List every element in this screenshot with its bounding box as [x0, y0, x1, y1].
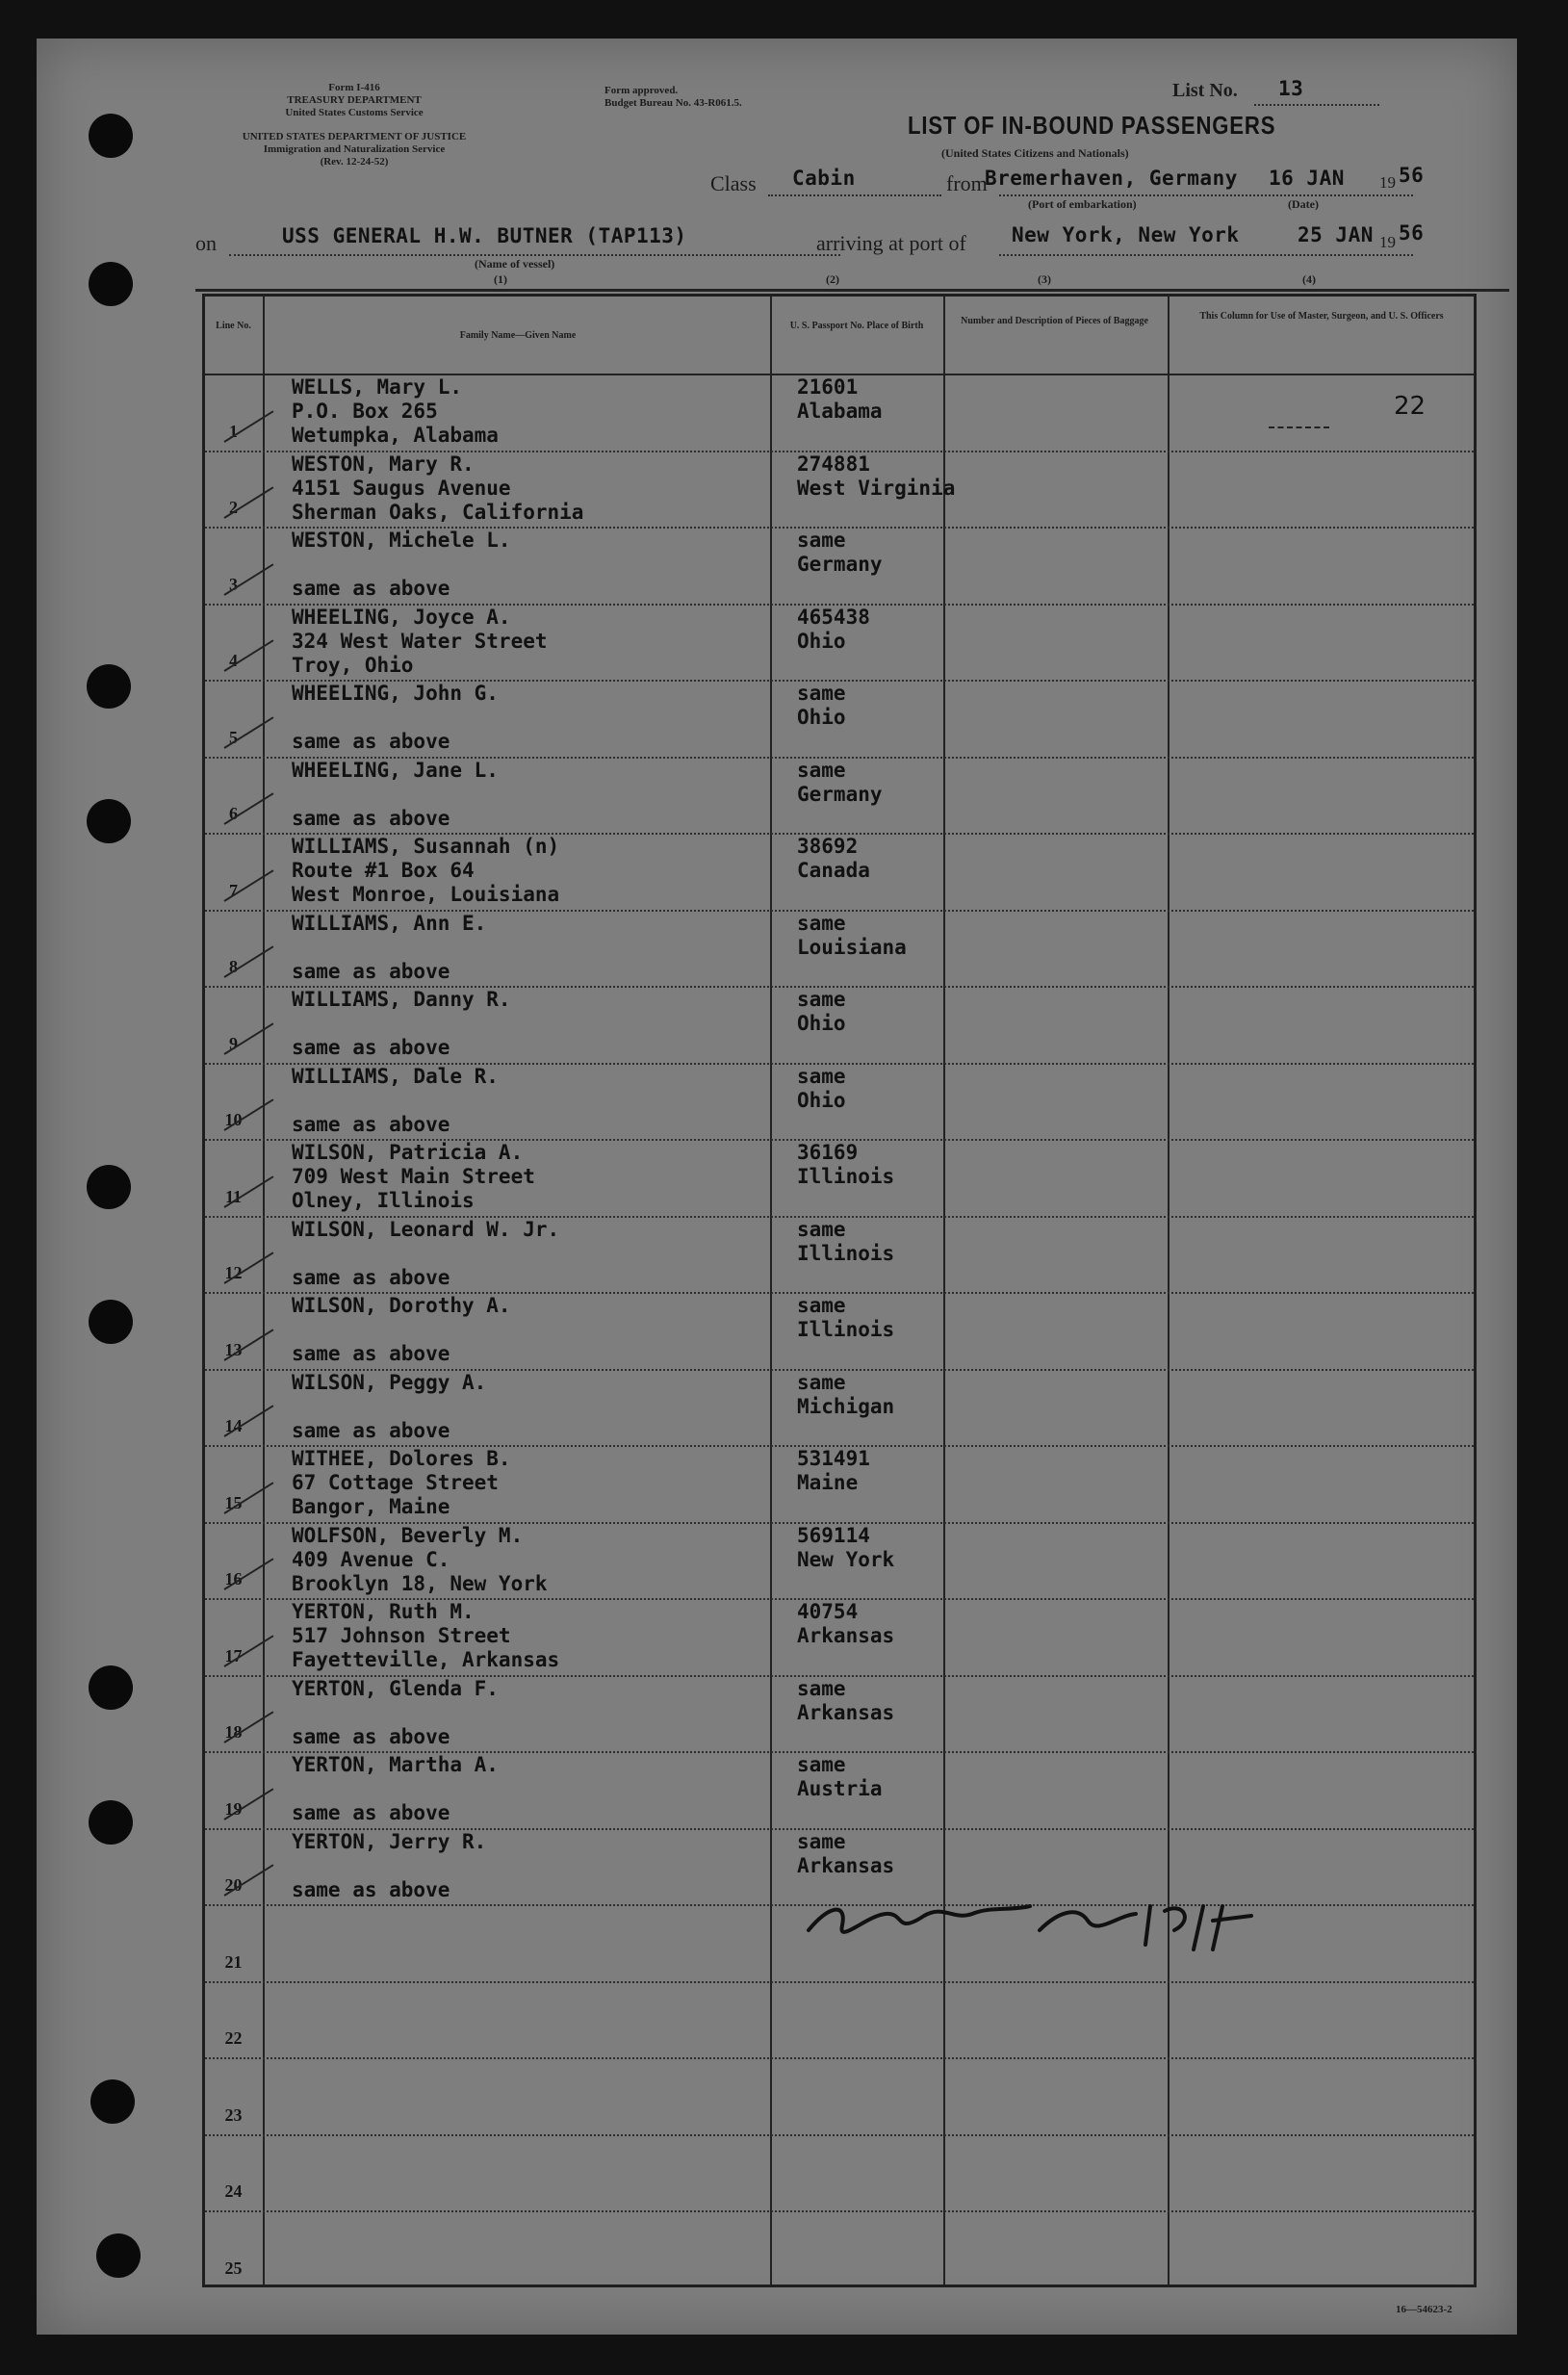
passenger-name-address: YERTON, Martha A. same as above: [292, 1753, 499, 1824]
customs-service: United States Customs Service: [285, 107, 424, 118]
column-header-officers: This Column for Use of Master, Surgeon, and U. S. Officers: [1199, 311, 1444, 322]
document-title: LIST OF IN-BOUND PASSENGERS: [908, 111, 1276, 140]
passenger-name-address: YERTON, Jerry R. same as above: [292, 1829, 487, 1901]
footer-code: 16—54623-2: [1396, 2304, 1452, 2315]
line-number: 10: [224, 1110, 243, 1129]
list-number-underline: [1254, 104, 1379, 106]
line-number: 12: [224, 1263, 243, 1282]
officer-dash: [1269, 426, 1329, 428]
line-number: 25: [224, 2258, 243, 2278]
vessel-underline: [229, 254, 840, 256]
passport-birthplace: same Ohio: [797, 1064, 846, 1112]
line-number: 8: [229, 957, 238, 976]
line-number: 11: [224, 1186, 242, 1206]
line-number: 22: [224, 2028, 243, 2048]
passenger-name-address: WITHEE, Dolores B. 67 Cottage Street Bangor, Maine: [292, 1447, 511, 1518]
passenger-name-address: WILLIAMS, Dale R. same as above: [292, 1064, 499, 1136]
line-number: 4: [229, 651, 238, 670]
passenger-name-address: WHEELING, Joyce A. 324 West Water Street Troy, Ohio: [292, 605, 548, 677]
passport-birthplace: 36169 Illinois: [797, 1141, 895, 1188]
passport-birthplace: 38692 Canada: [797, 835, 870, 882]
handwritten-signature: [789, 1877, 1290, 1964]
punch-hole: [87, 799, 131, 843]
passenger-name-address: WILSON, Peggy A. same as above: [292, 1370, 487, 1442]
passport-birthplace: same Ohio: [797, 988, 846, 1035]
passenger-name-address: YERTON, Glenda F. same as above: [292, 1676, 499, 1748]
passport-birthplace: same Arkansas: [797, 1829, 895, 1877]
form-number: Form I-416: [328, 82, 380, 93]
officer-note: 22: [1394, 392, 1427, 421]
passport-birthplace: 274881 West Virginia: [797, 452, 956, 500]
line-number: 7: [229, 880, 238, 900]
list-number: 13: [1278, 77, 1304, 100]
caption-col1: (1): [494, 272, 507, 286]
line-number: 15: [224, 1492, 243, 1512]
punch-hole: [87, 664, 131, 709]
passport-birthplace: same Illinois: [797, 1294, 895, 1341]
punch-hole: [89, 1800, 133, 1845]
passenger-name-address: YERTON, Ruth M. 517 Johnson Street Fayetteville, Arkansas: [292, 1600, 560, 1671]
embarkation-port: Bremerhaven, Germany: [985, 167, 1238, 190]
budget-bureau-number: Budget Bureau No. 43-R061.5.: [604, 97, 742, 109]
form-approved: Form approved.: [604, 85, 679, 96]
line-number: 13: [224, 1339, 243, 1359]
passenger-table: [202, 294, 1477, 2287]
caption-col2: (2): [826, 272, 839, 286]
passport-birthplace: 40754 Arkansas: [797, 1600, 895, 1647]
line-number: 18: [224, 1722, 243, 1742]
line-number: 21: [224, 1951, 243, 1972]
punch-hole: [90, 2079, 135, 2124]
column-header-baggage: Number and Description of Pieces of Baggage: [961, 316, 1148, 326]
punch-hole: [89, 114, 133, 158]
line-number: 17: [224, 1645, 243, 1665]
row-divider: [205, 2134, 1474, 2136]
line-number: 16: [224, 1569, 243, 1588]
line-number: 23: [224, 2104, 243, 2125]
passport-birthplace: 21601 Alabama: [797, 375, 883, 423]
passport-birthplace: 465438 Ohio: [797, 605, 870, 653]
revision-date: (Rev. 12-24-52): [320, 156, 389, 168]
line-number: 2: [229, 498, 238, 517]
passenger-name-address: WILLIAMS, Susannah (n) Route #1 Box 64 West Monroe, Louisiana: [292, 835, 560, 906]
passport-birthplace: same Illinois: [797, 1217, 895, 1265]
passenger-name-address: WILSON, Patricia A. 709 West Main Street Olney, Illinois: [292, 1141, 535, 1212]
passenger-name-address: WOLFSON, Beverly M. 409 Avenue C. Brooklyn 18, New York: [292, 1523, 548, 1595]
arrival-underline: [999, 254, 1413, 256]
arrival-date: 25 JAN: [1298, 223, 1374, 246]
passenger-name-address: WESTON, Michele L. same as above: [292, 529, 511, 600]
punch-hole: [87, 1165, 131, 1209]
header-rule: [195, 289, 1509, 292]
row-divider: [205, 2210, 1474, 2212]
col-divider: [770, 297, 772, 2285]
col-divider: [943, 297, 945, 2285]
punch-hole: [96, 2233, 141, 2278]
justice-department: UNITED STATES DEPARTMENT OF JUSTICE: [242, 131, 467, 142]
passport-birthplace: 531491 Maine: [797, 1447, 870, 1494]
passport-birthplace: same Michigan: [797, 1370, 895, 1418]
arrival-port: New York, New York: [1012, 223, 1240, 246]
line-number: 1: [229, 421, 238, 441]
line-number: 20: [224, 1875, 243, 1895]
line-number: 5: [229, 727, 238, 747]
column-header-name: Family Name—Given Name: [459, 330, 577, 341]
row-divider: [205, 1981, 1474, 1983]
passenger-name-address: WILLIAMS, Danny R. same as above: [292, 988, 511, 1059]
passport-birthplace: same Germany: [797, 758, 883, 806]
year-prefix-2: 19: [1379, 233, 1396, 251]
line-number: 6: [229, 804, 238, 823]
class-underline: [768, 194, 941, 196]
punch-hole: [89, 262, 133, 306]
caption-col4: (4): [1302, 272, 1316, 286]
date-caption: (Date): [1288, 197, 1319, 211]
punch-hole: [89, 1665, 133, 1710]
document-subtitle: (United States Citizens and Nationals): [941, 146, 1129, 160]
arriving-label: arriving at port of: [816, 231, 966, 255]
col-divider: [1168, 297, 1170, 2285]
port-embarkation-caption: (Port of embarkation): [1028, 197, 1137, 211]
column-header-passport: U. S. Passport No. Place of Birth: [789, 321, 924, 331]
caption-col3: (3): [1038, 272, 1051, 286]
vessel-caption: (Name of vessel): [475, 257, 555, 271]
passenger-name-address: WHEELING, John G. same as above: [292, 682, 499, 753]
passenger-name-address: WILSON, Leonard W. Jr. same as above: [292, 1217, 560, 1289]
row-divider: [205, 2057, 1474, 2059]
line-number: 24: [224, 2181, 243, 2201]
list-number-label: List No.: [1172, 80, 1238, 101]
passport-birthplace: same Ohio: [797, 682, 846, 729]
passenger-name-address: WELLS, Mary L. P.O. Box 265 Wetumpka, Alabama: [292, 375, 499, 447]
line-number: 9: [229, 1033, 238, 1053]
class-value: Cabin: [792, 167, 856, 190]
from-label: from: [946, 171, 988, 195]
year-prefix-1: 19: [1379, 173, 1396, 192]
line-number: 19: [224, 1798, 243, 1819]
from-underline: [999, 194, 1413, 196]
passenger-name-address: WILSON, Dorothy A. same as above: [292, 1294, 511, 1365]
line-number: 3: [229, 574, 238, 594]
passport-birthplace: same Louisiana: [797, 911, 907, 959]
line-number: 14: [224, 1416, 243, 1435]
col-divider: [263, 297, 265, 2285]
passenger-name-address: WILLIAMS, Ann E. same as above: [292, 911, 487, 983]
passenger-name-address: WHEELING, Jane L. same as above: [292, 758, 499, 830]
on-label: on: [195, 231, 217, 255]
embarkation-year: 56: [1399, 164, 1425, 187]
class-label: Class: [710, 171, 757, 195]
punch-hole: [89, 1300, 133, 1344]
vessel-name: USS GENERAL H.W. BUTNER (TAP113): [282, 224, 687, 247]
column-header-line: Line No.: [216, 321, 251, 331]
immigration-service: Immigration and Naturalization Service: [263, 143, 446, 155]
arrival-year: 56: [1399, 221, 1425, 245]
embarkation-date: 16 JAN: [1269, 167, 1345, 190]
treasury-department: TREASURY DEPARTMENT: [287, 94, 422, 106]
passport-birthplace: same Austria: [797, 1753, 883, 1800]
passport-birthplace: same Germany: [797, 529, 883, 576]
passport-birthplace: 569114 New York: [797, 1523, 895, 1571]
passenger-name-address: WESTON, Mary R. 4151 Saugus Avenue Sherman Oaks, California: [292, 452, 584, 524]
passport-birthplace: same Arkansas: [797, 1676, 895, 1724]
